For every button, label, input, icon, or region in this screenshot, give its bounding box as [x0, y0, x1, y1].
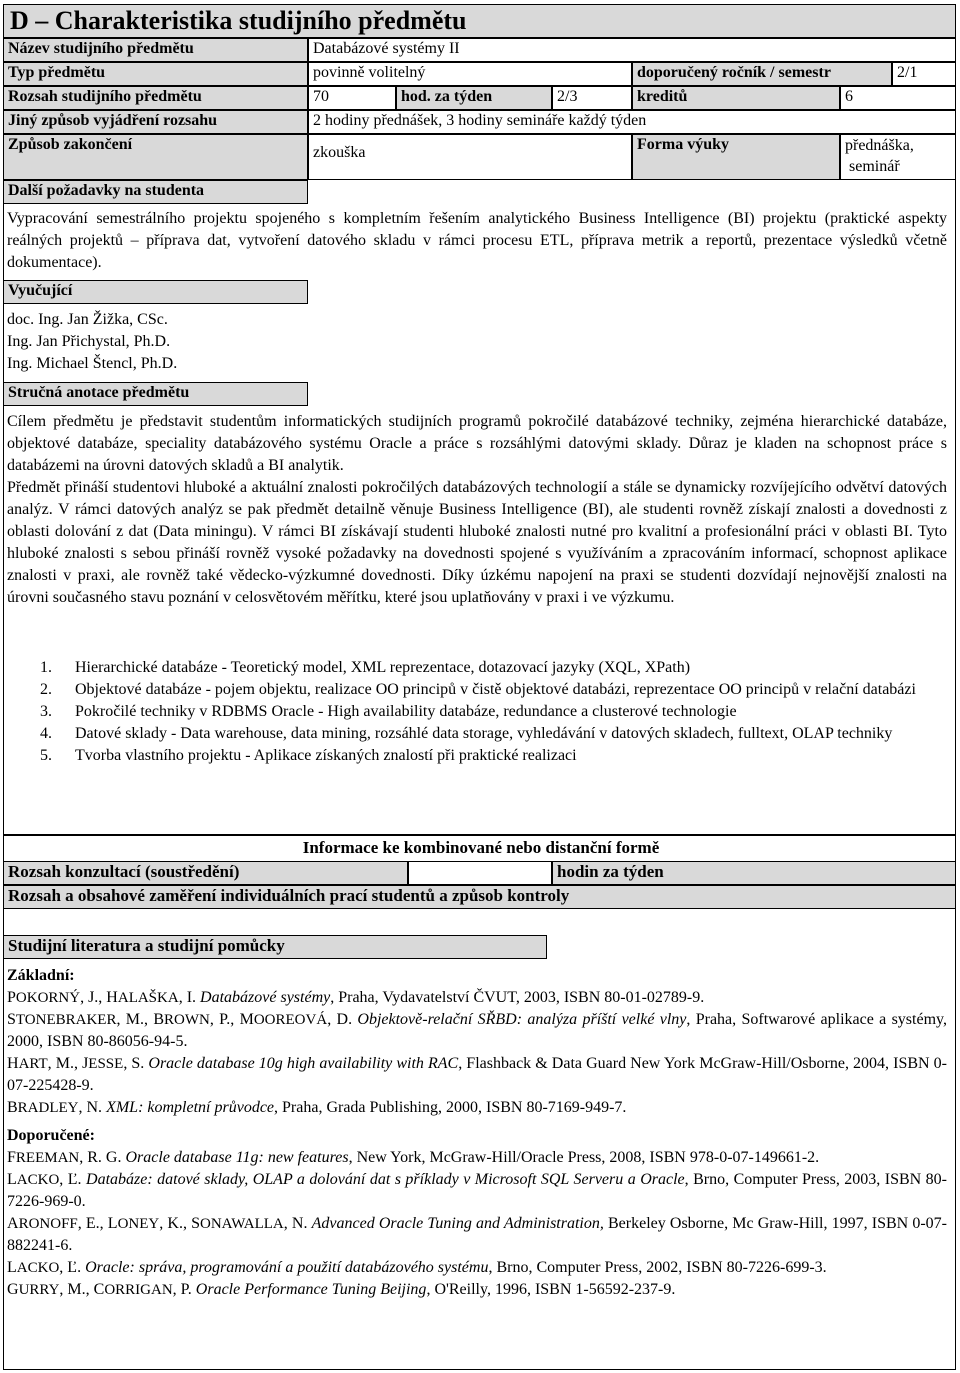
list-item: 3. Pokročilé techniky v RDBMS Oracle - High availability databáze, redundance a clusterové technologie: [40, 703, 737, 720]
year-semester-label: doporučený ročník / semestr: [632, 62, 892, 86]
requirements-text: Vypracování semestrálního projektu spojeného s kompletním řešením analytického Business Intelligence (BI) projektu (praktické aspekty reálných projektů – příprava dat, vytvoření datového skladu v rámci procesu ETL, příprava metrik a reportů, prezentace výsledků včetně dokumentace).: [7, 210, 947, 271]
other-scope-label: Jiný způsob vyjádření rozsahu: [3, 110, 308, 134]
reference-item: GURRY, M., CORRIGAN, P. Oracle Performance Tuning Beijing, O'Reilly, 1996, ISBN 1-56592-237-9.: [7, 1281, 676, 1298]
completion-label: Způsob zakončení: [3, 134, 308, 180]
teaching-form-value-line2: seminář: [849, 158, 900, 175]
requirements-label: Další požadavky na studenta: [3, 180, 308, 204]
annotation-paragraph-1: Cílem předmětu je představit studentům informatických studijních programů pokročilé databázové techniky, zejména hierarchické databáze, objektové databáze, speciality databázového systému Oracle a práce s rozsáhlými datovými sklady. Důraz je kladen na schopnost práce s databázemi na úrovni datových skladů a BI analytik.: [7, 413, 947, 474]
course-name-label: Název studijního předmětu: [3, 38, 308, 62]
reference-item: FREEMAN, R. G. Oracle database 11g: new features, New York, McGraw-Hill/Oracle Press, 2008, ISBN 978-0-07-149661-2.: [7, 1149, 820, 1166]
reference-item: POKORNÝ, J., HALAŠKA, I. Databázové systémy, Praha, Vydavatelství ČVUT, 2003, ISBN 80-01-02789-9.: [7, 989, 705, 1006]
page-title: D – Charakteristika studijního předmětu: [3, 4, 956, 38]
basic-literature-label: Základní:: [7, 967, 75, 984]
consultation-hours-label: hodin za týden: [552, 861, 956, 885]
reference-item: HART, M., JESSE, S. Oracle database 10g high availability with RAC, Flashback & Data Guard New York McGraw-Hill/Osborne, 2004, ISBN 0-07-225428-9.: [7, 1055, 948, 1094]
credits-value: 6: [840, 86, 956, 110]
completion-value: zkouška: [308, 134, 632, 180]
consultation-label: Rozsah konzultací (soustředění): [3, 861, 408, 885]
teacher-2: Ing. Jan Přichystal, Ph.D.: [7, 333, 171, 350]
reference-item: ARONOFF, E., LONEY, K., SONAWALLA, N. Advanced Oracle Tuning and Administration, Berkeley Osborne, Mc Graw-Hill, 1997, ISBN 0-07-882241-6.: [7, 1215, 948, 1254]
course-type-label: Typ předmětu: [3, 62, 308, 86]
individual-work-label: Rozsah a obsahové zaměření individuálních prací studentů a způsob kontroly: [3, 885, 956, 909]
annotation-paragraph-2: Předmět přináší studentovi hluboké a aktuální znalosti pokročilých databázových technologií a stále se dynamicky rozvíjejícího odvětví datových analýz. V rámci datových analýz se pak předmět detailně věnuje Business Intelligence (BI), ale studenti rovněž získají znalosti a dovednosti z oblasti dolování z dat (Data miningu). V rámci BI získávají studenti hluboké znalosti nutné pro kvalitní a profesionální práci v oblasti BI. Tyto hluboké znalosti s sebou přináší rovněž vysoké požadavky na dovednosti spojené s využíváním a zpracováním informací, schopnost aplikace znalosti v praxi, ale rovněž také vědecko-výzkumné dovednosti. Díky úzkému napojení na praxi se studenti dozvídají nejnovější znalosti na úrovni současného stavu poznání v celosvětovém měřítku, které jsou uplatňovány v praxi i ve výzkumu.: [7, 479, 947, 606]
reference-item: LACKO, Ľ. Databáze: datové sklady, OLAP a dolování dat s příklady v Microsoft SQL Serveru a Oracle, Brno, Computer Press, 2003, ISBN 80-7226-969-0.: [7, 1171, 947, 1210]
list-item: 1. Hierarchické databáze - Teoretický model, XML reprezentace, dotazovací jazyky (XQL, XPath): [40, 659, 691, 676]
annotation-label: Stručná anotace předmětu: [3, 382, 308, 406]
list-item: 4. Datové sklady - Data warehouse, data mining, rozsáhlé data storage, vyhledávání v datových skladech, fulltext, OLAP techniky: [40, 725, 893, 742]
hours-per-week-label: hod. za týden: [396, 86, 552, 110]
section-divider: [3, 834, 956, 836]
recommended-literature-label: Doporučené:: [7, 1127, 95, 1144]
teacher-1: doc. Ing. Jan Žižka, CSc.: [7, 311, 168, 328]
teaching-form-label: Forma výuky: [632, 134, 840, 180]
teaching-form-value: [840, 134, 956, 180]
reference-item: LACKO, Ľ. Oracle: správa, programování a použití databázového systému, Brno, Computer Press, 2002, ISBN 80-7226-699-3.: [7, 1259, 827, 1276]
course-scope-value: 70: [308, 86, 396, 110]
other-scope-value: 2 hodiny přednášek, 3 hodiny semináře každý týden: [308, 110, 956, 134]
reference-item: STONEBRAKER, M., BROWN, P., MOOREOVÁ, D. Objektově-relační SŘBD: analýza příští velké vlny, Praha, Softwarové aplikace a systémy, 2000, ISBN 80-86056-94-5.: [7, 1011, 947, 1050]
year-semester-value: 2/1: [892, 62, 956, 86]
distance-heading: Informace ke kombinované nebo distanční formě: [302, 838, 660, 857]
credits-label: kreditů: [632, 86, 840, 110]
reference-item: BRADLEY, N. XML: kompletní průvodce, Praha, Grada Publishing, 2000, ISBN 80-7169-949-7.: [7, 1099, 627, 1116]
teacher-3: Ing. Michael Štencl, Ph.D.: [7, 355, 178, 372]
course-type-value: povinně volitelný: [308, 62, 632, 86]
literature-list: [7, 965, 947, 1301]
teaching-form-value-line1: přednáška,: [845, 137, 914, 154]
topics-list: [40, 657, 948, 767]
course-scope-label: Rozsah studijního předmětu: [3, 86, 308, 110]
list-item: 2. Objektové databáze - pojem objektu, realizace OO principů v čistě objektové databázi, reprezentace OO principů v relační databázi: [40, 681, 916, 698]
hours-per-week-value: 2/3: [552, 86, 632, 110]
teachers-label: Vyučující: [3, 280, 308, 304]
consultation-value: [408, 861, 552, 885]
literature-label: Studijní literatura a studijní pomůcky: [3, 935, 547, 959]
course-name-value: Databázové systémy II: [308, 38, 956, 62]
list-item: 5. Tvorba vlastního projektu - Aplikace získaných znalostí při praktické realizaci: [40, 747, 577, 764]
